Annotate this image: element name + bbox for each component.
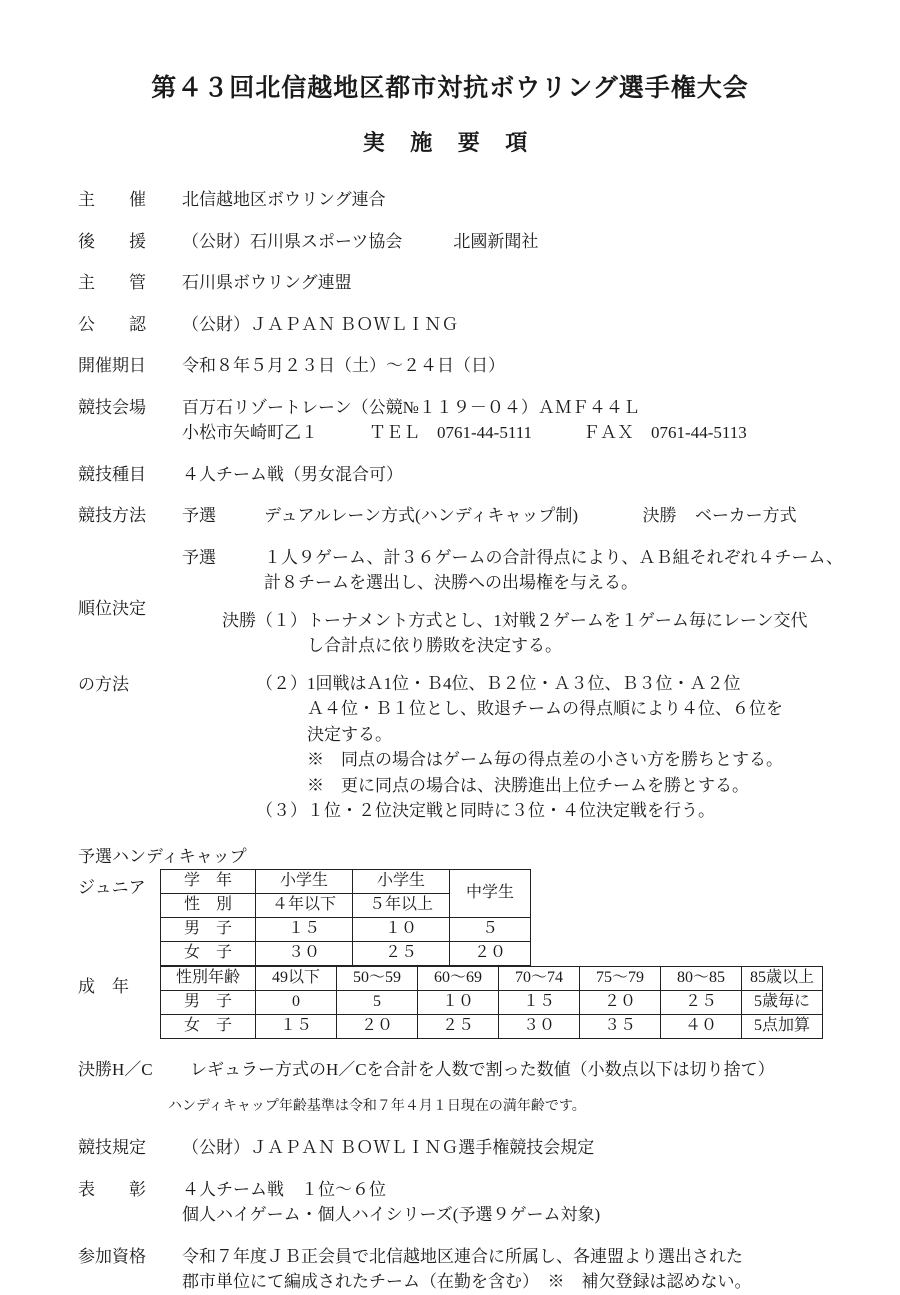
item-text (307, 798, 860, 824)
cell-value: ２５ (418, 1014, 499, 1038)
cell-grade-5above: ５年以上 (353, 893, 450, 917)
ranking-prelim-label: 予選 (182, 547, 216, 567)
info-row-final-hc (78, 1057, 860, 1083)
row-label: 競技方法 (78, 506, 146, 525)
method-final-label: 決勝 (642, 506, 677, 525)
adult-handicap-table (160, 966, 823, 1039)
handicap-heading: 予選ハンディキャップ (78, 846, 247, 866)
ranking-prelim (182, 545, 860, 596)
row-line: 北信越地区ボウリング連合 (182, 190, 386, 209)
cell-value: ２０ (337, 1014, 418, 1038)
cell-value: ２５ (353, 941, 450, 965)
row-content (182, 462, 860, 488)
cell-grade-4below: ４年以下 (256, 893, 353, 917)
table-row (161, 1014, 823, 1038)
item-line: １位・２位決定戦と同時に３位・４位決定戦を行う。 (307, 801, 715, 820)
item-line: Ａ４位・Ｂ１位とし、敗退チームの得点順により４位、６位を (307, 699, 783, 718)
cell-value: ５ (450, 917, 531, 941)
row-label: 公 認 (78, 314, 146, 334)
method-prelim-label: 予選 (182, 506, 216, 525)
row-content (182, 1135, 860, 1161)
cell-value: １５ (256, 917, 353, 941)
adult-label: 成 年 (78, 976, 129, 996)
info-row-event (78, 462, 860, 488)
row-line: レギュラー方式のH／Cを合計を人数で割った数値（小数点以下は切り捨て） (190, 1059, 775, 1079)
cell-grade-label: 学 年 (161, 869, 256, 893)
row-content (182, 1177, 860, 1228)
cell-value: 0 (256, 990, 337, 1014)
info-row-eligibility (78, 1244, 860, 1295)
info-row-support (78, 229, 860, 255)
handicap-tables (0, 869, 900, 1039)
row-label: 表 彰 (78, 1179, 146, 1199)
cell-elem-2: 小学生 (353, 869, 450, 893)
page-title: 第４３回北信越地区都市対抗ボウリング選手権大会 (151, 75, 749, 102)
cell-junior-high: 中学生 (450, 869, 531, 917)
cell-value: １０ (353, 917, 450, 941)
cell-value: ２０ (580, 990, 661, 1014)
info-row-sanction (78, 312, 860, 338)
table-row (161, 941, 531, 965)
cell-gender-label: 性 別 (161, 893, 256, 917)
row-line: （公財）石川県スポーツ協会 北國新聞社 (182, 231, 539, 251)
ranking-final-item (256, 671, 860, 799)
cell-header: 70～74 (499, 966, 580, 990)
cell-header: 50～59 (337, 966, 418, 990)
item-line: ※ 同点の場合はゲーム毎の得点差の小さい方を勝ちとする。 (307, 750, 783, 769)
table-row (161, 990, 823, 1014)
item-marker: （１） (256, 610, 307, 630)
row-line: 石川県ボウリング連盟 (182, 273, 352, 292)
cell-value: ４０ (661, 1014, 742, 1038)
cell-header: 性別年齢 (161, 966, 256, 990)
row-label: 競技種目 (78, 464, 146, 484)
cell-value: ２０ (450, 941, 531, 965)
row-line: ４人チーム戦（男女混合可） (182, 464, 403, 484)
cell-value: 5 (337, 990, 418, 1014)
row-line: （公財）ＪＡＰＡＮ ＢＯＷＬＩＮＧ選手権競技会規定 (182, 1138, 595, 1157)
ranking-final-label: 決勝 (222, 610, 256, 630)
row-line: 令和７年度ＪＢ正会員で北信越地区連合に所属し、各連盟より選出された (182, 1246, 743, 1266)
cell-header: 60～69 (418, 966, 499, 990)
info-row-rules (78, 1135, 860, 1161)
method-prelim-value: デュアルレーン方式(ハンディキャップ制) (264, 506, 579, 525)
row-content (182, 395, 860, 446)
table-row (161, 917, 531, 941)
junior-handicap-table (160, 869, 531, 966)
row-line: （公財）ＪＡＰＡＮ ＢＯＷＬＩＮＧ (182, 314, 459, 334)
info-row-management (78, 270, 860, 296)
ranking-final (182, 608, 860, 824)
table-row (161, 966, 823, 990)
cell-value: １５ (499, 990, 580, 1014)
cell-note: 5歳毎に (742, 990, 823, 1014)
ranking-label-line2: の方法 (78, 675, 129, 694)
cell-female-label: 女 子 (161, 941, 256, 965)
cell-header: 49以下 (256, 966, 337, 990)
table-row (161, 869, 531, 893)
cell-header: 75～79 (580, 966, 661, 990)
cell-value: ３０ (499, 1014, 580, 1038)
info-row-venue (78, 395, 860, 446)
info-row-awards (78, 1177, 860, 1228)
row-line: 郡市単位にて編成されたチーム（在勤を含む） ※ 補欠登録は認めない。 (182, 1272, 752, 1291)
ranking-prelim-line: 計８チームを選出し、決勝への出場権を与える。 (264, 573, 638, 592)
method-prelim-text (264, 503, 797, 529)
row-content (182, 187, 860, 213)
row-content (190, 1057, 860, 1083)
row-line: 令和８年５月２３日（土）～２４日（日） (182, 356, 505, 375)
row-content (182, 353, 860, 379)
document-body-tail (0, 1057, 900, 1295)
row-content (182, 312, 860, 338)
row-label: 決勝H／C (78, 1059, 153, 1079)
row-label: 競技規定 (78, 1138, 146, 1157)
info-row-method (78, 503, 860, 529)
item-marker: （３） (256, 801, 307, 820)
ranking-final-items (256, 608, 860, 824)
cell-value: ３５ (580, 1014, 661, 1038)
row-label: 開催期日 (78, 356, 146, 375)
cell-value: １５ (256, 1014, 337, 1038)
ranking-label-line1: 順位決定 (78, 598, 146, 618)
handicap-age-note: ハンディキャップ年齢基準は令和７年４月１日現在の満年齢です。 (168, 1099, 586, 1114)
ranking-final-item (256, 798, 860, 824)
row-content (182, 270, 860, 296)
cell-elem-1: 小学生 (256, 869, 353, 893)
page-subtitle: 実 施 要 項 (362, 130, 538, 155)
row-label: 後 援 (78, 231, 146, 251)
ranking-prelim-text (264, 545, 843, 596)
method-final-value: ベーカー方式 (695, 506, 797, 525)
ranking-prelim-line: １人９ゲーム、計３６ゲームの合計得点により、ＡＢ組それぞれ４チーム、 (264, 547, 844, 567)
row-content (182, 545, 860, 824)
cell-female-label: 女 子 (161, 1014, 256, 1038)
cell-header: 80～85 (661, 966, 742, 990)
row-content (182, 229, 860, 255)
row-label: 主 催 (78, 190, 146, 209)
adult-handicap-row (78, 966, 900, 1039)
row-content (182, 503, 860, 529)
junior-label: ジュニア (78, 877, 146, 897)
row-label: 参加資格 (78, 1246, 146, 1266)
item-line: ※ 更に同点の場合は、決勝進出上位チームを勝とする。 (307, 775, 749, 795)
cell-header: 85歳以上 (742, 966, 823, 990)
row-line: 百万石リゾートレーン（公競№１１９－０４）ＡＭＦ４４Ｌ (182, 397, 640, 417)
info-row-dates (78, 353, 860, 379)
cell-value: ２５ (661, 990, 742, 1014)
item-line: 1回戦はＡ1位・Ｂ4位、Ｂ２位・Ａ３位、Ｂ３位・Ａ２位 (307, 673, 741, 693)
cell-male-label: 男 子 (161, 990, 256, 1014)
row-label (78, 545, 182, 749)
ranking-final-item (256, 608, 860, 659)
cell-value: ３０ (256, 941, 353, 965)
method-line (182, 503, 860, 529)
cell-male-label: 男 子 (161, 917, 256, 941)
row-line: 個人ハイゲーム・個人ハイシリーズ(予選９ゲーム対象) (182, 1205, 601, 1224)
row-line: 小松市矢崎町乙１ ＴＥＬ 0761-44-5111 ＦＡＸ 0761-44-5113 (182, 423, 747, 442)
row-label: 競技会場 (78, 397, 146, 417)
info-row-host (78, 187, 860, 213)
junior-handicap-row (78, 869, 900, 966)
row-content (182, 1244, 860, 1295)
cell-note: 5点加算 (742, 1014, 823, 1038)
item-line: トーナメント方式とし、1対戦２ゲームを１ゲーム毎にレーン交代 (307, 610, 808, 630)
item-line: 決定する。 (307, 724, 392, 744)
row-label: 主 管 (78, 273, 146, 292)
document-body (0, 187, 900, 824)
item-marker: （２） (256, 673, 307, 693)
item-text (307, 671, 860, 799)
row-line: ４人チーム戦 １位～６位 (182, 1179, 386, 1199)
item-line: し合計点に依り勝敗を決定する。 (307, 636, 562, 655)
cell-value: １０ (418, 990, 499, 1014)
item-text (307, 608, 860, 659)
info-row-ranking (78, 545, 860, 824)
